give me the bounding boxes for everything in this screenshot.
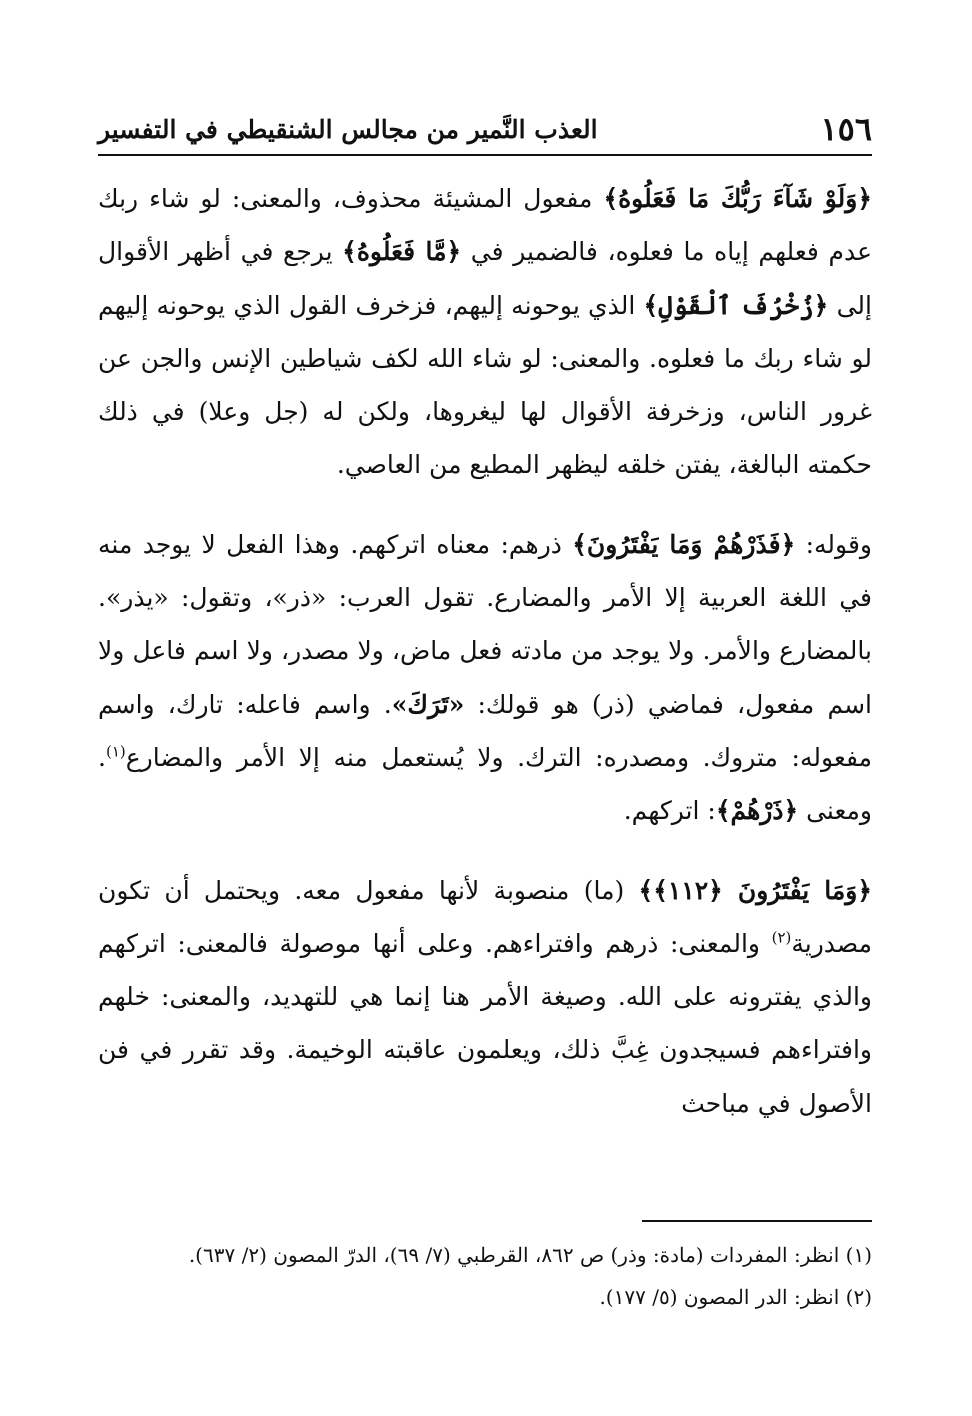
paragraph-1 bbox=[98, 172, 872, 492]
quran-quote: «تَرَكَ» bbox=[391, 689, 465, 719]
paragraph-text: . واسم فاعله: تارك، واسم مفعوله: متروك. ومصدره: الترك. ولا يُستعمل منه إلا الأمر والمضارع bbox=[98, 689, 872, 772]
footnote-1: (١) انظر: المفردات (مادة: وذر) ص ٨٦٢، القرطبي (٧/ ٦٩)، الدرّ المصون (٢/ ٦٣٧). bbox=[188, 1243, 872, 1267]
page-number: ١٥٦ bbox=[820, 110, 872, 148]
paragraph-text: : اتركهم. bbox=[623, 796, 716, 826]
quran-quote: ﴿ذَرْهُمْ﴾ bbox=[715, 796, 799, 826]
paragraph-text: يرجع في أظهر الأقوال إلى bbox=[98, 237, 872, 320]
quran-quote: ﴿وَلَوْ شَآءَ رَبُّكَ مَا فَعَلُوهُ﴾ bbox=[603, 184, 872, 213]
quran-quote: ﴿مَّا فَعَلُوهُ﴾ bbox=[342, 237, 462, 267]
book-title: العذب النَّمير من مجالس الشنقيطي في التفسير bbox=[98, 114, 598, 144]
paragraph-2 bbox=[98, 518, 872, 838]
footnote-divider bbox=[642, 1220, 872, 1222]
body-text bbox=[98, 172, 872, 1130]
paragraph-text: (ما) منصوبة لأنها مفعول معه. ويحتمل أن تكون مصدرية bbox=[98, 875, 872, 958]
quran-quote: ﴿زُخْرُفَ ٱلْقَوْلِ﴾ bbox=[643, 290, 829, 320]
paragraph-text: والمعنى: ذرهم وافتراءهم. وعلى أنها موصولة فالمعنى: اتركهم والذي يفترونه على الله. وصيغة الأمر هنا إنما هي للتهديد، والمعنى: خلهم وافتراءهم فسيجدون غِبَّ ذلك، ويعلمون عاقبته الوخيمة. وقد تقرر في فن الأصول في مباحث bbox=[98, 928, 872, 1118]
footnotes bbox=[98, 1234, 872, 1318]
paragraph-text: . ومعنى bbox=[98, 742, 872, 826]
paragraph-text: ذرهم: معناه اتركهم. وهذا الفعل لا يوجد منه في اللغة العربية إلا الأمر والمضارع. تقول العرب: «ذر»، وتقول: «يذر». بالمضارع والأمر. ولا يوجد من مادته فعل ماض، ولا مصدر، ولا اسم فاعل ولا اسم مفعول، فماضي (ذر) هو قولك: bbox=[98, 529, 872, 719]
footnote-reference[interactable]: (٢) bbox=[771, 928, 792, 947]
quran-quote: ﴿فَذَرْهُمْ وَمَا يَفْتَرُونَ﴾ bbox=[572, 529, 796, 559]
footnote-reference[interactable]: (١) bbox=[105, 742, 126, 761]
paragraph-text: وقوله: bbox=[795, 529, 872, 559]
quran-quote: ﴿وَمَا يَفْتَرُونَ ﴿١١٢﴾﴾ bbox=[638, 875, 872, 905]
running-header bbox=[98, 104, 872, 156]
paragraph-text: مفعول المشيئة محذوف، والمعنى: لو شاء ربك عدم فعلهم إياه ما فعلوه، فالضمير في bbox=[98, 184, 872, 267]
paragraph-text: الذي يوحونه إليهم، فزخرف القول الذي يوحونه إليهم لو شاء ربك ما فعلوه. والمعنى: لو شاء الله لكف شياطين الإنس والجن عن غرور الناس، وزخرفة الأقوال لها ليغروها، ولكن له (جل وعلا) في ذلك حكمته البالغة، يفتن خلقه ليظهر المطيع من العاصي. bbox=[98, 290, 872, 480]
paragraph-3 bbox=[98, 864, 872, 1130]
footnote-2: (٢) انظر: الدر المصون (٥/ ١٧٧). bbox=[599, 1285, 872, 1309]
